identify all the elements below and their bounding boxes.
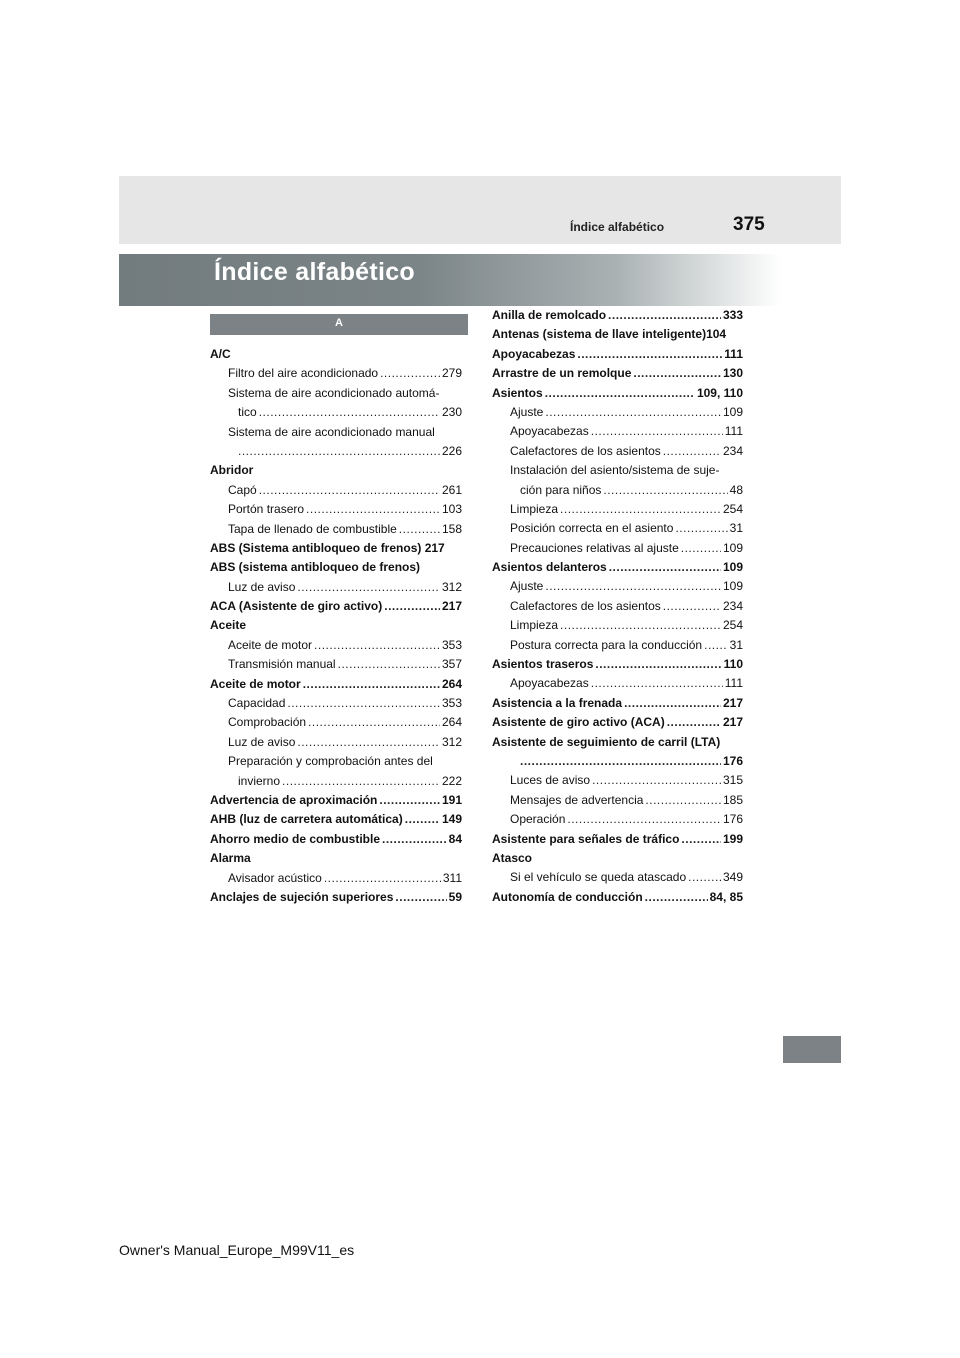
index-column-right xyxy=(492,306,743,907)
index-entry-label: Calefactores de los asientos xyxy=(510,443,661,458)
dot-leader xyxy=(595,655,721,674)
index-entry-page: 103 xyxy=(441,502,462,517)
index-entry-page: 222 xyxy=(441,773,462,788)
index-entry-page: 333 xyxy=(722,308,743,322)
index-entry-page: 130 xyxy=(722,366,743,381)
index-entry-label: Postura correcta para la conducción xyxy=(510,637,703,652)
index-entry-label: ABS (Sistema antibloqueo de frenos) 217 xyxy=(210,540,445,555)
index-entry-page: 84, 85 xyxy=(709,889,743,904)
index-entry-label: Limpieza xyxy=(510,501,559,516)
index-entry xyxy=(492,364,743,383)
index-entry-label: ción para niños xyxy=(520,482,602,497)
index-entry-label: Apoyacabezas xyxy=(510,676,589,691)
index-entry xyxy=(210,810,462,829)
index-entry xyxy=(492,539,743,558)
dot-leader xyxy=(577,345,722,364)
index-entry-page: 217 xyxy=(722,695,743,710)
dot-leader xyxy=(591,422,723,441)
index-entry-label: Ajuste xyxy=(510,579,544,594)
index-entry-label: Asistente de seguimiento de carril (LTA) xyxy=(492,734,721,749)
index-entry xyxy=(492,500,743,519)
section-letter: A xyxy=(335,317,343,329)
page-title: Índice alfabético xyxy=(214,258,415,286)
dot-leader xyxy=(609,558,721,577)
dot-leader xyxy=(314,636,440,655)
dot-leader xyxy=(380,364,440,383)
index-entry-label: Aceite xyxy=(210,618,247,633)
dot-leader xyxy=(306,500,440,519)
index-entry-label: Apoyacabezas xyxy=(492,346,576,361)
dot-leader xyxy=(645,888,708,907)
index-entry-page: 109 xyxy=(722,404,743,419)
index-entry-label: Aceite de motor xyxy=(210,676,301,691)
dot-leader xyxy=(338,655,440,674)
running-header-section-title: Índice alfabético xyxy=(570,220,665,234)
index-entry xyxy=(210,752,462,771)
index-entry-label: Autonomía de conducción xyxy=(492,889,643,904)
dot-leader xyxy=(324,869,441,888)
index-entry xyxy=(492,616,743,635)
index-entry-label: tico xyxy=(238,405,257,420)
dot-leader xyxy=(645,791,721,810)
dot-leader xyxy=(624,694,721,713)
index-entry-page: 48 xyxy=(729,482,743,497)
index-entry xyxy=(492,306,743,325)
dot-leader xyxy=(681,539,721,558)
index-entry-page: 357 xyxy=(441,657,462,672)
index-entry-label: Capó xyxy=(228,482,257,497)
index-entry-page: 84 xyxy=(448,831,462,846)
index-entry-label: Transmisión manual xyxy=(228,657,336,672)
index-entry-label: Asientos xyxy=(492,385,543,400)
index-entry xyxy=(492,830,743,849)
index-entry-label: Apoyacabezas xyxy=(510,424,589,439)
index-entry xyxy=(492,674,743,693)
index-entry-page: 110 xyxy=(723,657,743,672)
index-entry xyxy=(210,713,462,732)
dot-leader xyxy=(545,577,721,596)
dot-leader xyxy=(287,694,440,713)
index-entry-label: Calefactores de los asientos xyxy=(510,598,661,613)
dot-leader xyxy=(303,675,440,694)
index-entry xyxy=(210,442,462,461)
index-entry-label: Precauciones relativas al ajuste xyxy=(510,540,679,555)
index-entry-page: 234 xyxy=(722,598,743,613)
dot-leader xyxy=(681,830,721,849)
index-entry-label: ABS (sistema antibloqueo de frenos) xyxy=(210,560,421,575)
index-entry xyxy=(210,481,462,500)
index-entry-page: 353 xyxy=(441,696,462,711)
index-entry xyxy=(210,830,462,849)
index-entry-page: 109, 110 xyxy=(696,385,743,400)
dot-leader xyxy=(667,713,721,732)
index-entry xyxy=(492,461,743,480)
index-entry-label: Sistema de aire acondicionado automá- xyxy=(228,385,440,400)
index-entry-label: Sistema de aire acondicionado manual xyxy=(228,424,435,439)
index-entry-label: Instalación del asiento/sistema de suje- xyxy=(510,463,720,478)
index-entry xyxy=(492,577,743,596)
index-entry-page: 230 xyxy=(441,405,462,420)
index-entry xyxy=(492,558,743,577)
index-entry xyxy=(210,539,462,558)
index-entry xyxy=(492,849,743,868)
index-entry-label: Portón trasero xyxy=(228,502,305,517)
index-entry-label: invierno xyxy=(238,773,281,788)
dot-leader xyxy=(545,403,721,422)
dot-leader xyxy=(384,597,440,616)
index-entry-label: ACA (Asistente de giro activo) xyxy=(210,599,383,614)
index-entry xyxy=(210,345,462,364)
index-entry xyxy=(492,481,743,500)
dot-leader xyxy=(308,713,440,732)
index-entry-label: Limpieza xyxy=(510,618,559,633)
index-entry-page: 349 xyxy=(722,870,743,885)
index-entry-page: 111 xyxy=(724,676,743,691)
index-entry xyxy=(492,519,743,538)
index-entry xyxy=(210,888,462,907)
dot-leader xyxy=(238,442,440,461)
dot-leader xyxy=(379,791,440,810)
index-entry-page: 353 xyxy=(441,637,462,652)
index-entry xyxy=(492,888,743,907)
dot-leader xyxy=(282,772,440,791)
index-entry-label: Filtro del aire acondicionado xyxy=(228,366,379,381)
index-entry-page: 226 xyxy=(441,443,462,458)
index-entry xyxy=(210,558,462,577)
index-entry xyxy=(210,461,462,480)
dot-leader xyxy=(560,616,721,635)
index-entry xyxy=(492,655,743,674)
index-entry-label: Posición correcta en el asiento xyxy=(510,521,674,536)
dot-leader xyxy=(704,636,728,655)
dot-leader xyxy=(633,364,721,383)
section-letter-band xyxy=(210,314,468,335)
index-entry-page: 199 xyxy=(722,831,743,846)
index-entry-page: 109 xyxy=(722,579,743,594)
index-entry xyxy=(492,694,743,713)
index-entry xyxy=(210,364,462,383)
index-entry xyxy=(210,597,462,616)
index-entry-label: Mensajes de advertencia xyxy=(510,792,644,807)
index-entry-label: Atasco xyxy=(492,850,533,865)
dot-leader xyxy=(405,810,440,829)
index-entry xyxy=(210,578,462,597)
index-entry-page: 217 xyxy=(722,715,743,730)
index-entry-label: Antenas (sistema de llave inteligente)104 xyxy=(492,327,727,342)
index-entry-label: Arrastre de un remolque xyxy=(492,366,632,381)
dot-leader xyxy=(560,500,721,519)
index-entry xyxy=(210,403,462,422)
index-entry-page: 217 xyxy=(441,599,462,614)
index-entry-page: 311 xyxy=(442,870,462,885)
index-entry xyxy=(492,597,743,616)
index-entry-label: Si el vehículo se queda atascado xyxy=(510,870,687,885)
index-entry xyxy=(492,868,743,887)
index-entry-label: Ajuste xyxy=(510,404,544,419)
index-entry-page: 111 xyxy=(724,346,743,361)
dot-leader xyxy=(259,403,440,422)
index-entry-label: Asistencia a la frenada xyxy=(492,695,623,710)
index-entry-label: Operación xyxy=(510,812,566,827)
index-entry-label: AHB (luz de carretera automática) xyxy=(210,812,403,827)
index-entry xyxy=(210,655,462,674)
index-entry xyxy=(210,694,462,713)
index-entry xyxy=(492,384,743,403)
index-entry xyxy=(210,500,462,519)
index-entry-label: Comprobación xyxy=(228,715,307,730)
index-entry-label: Advertencia de aproximación xyxy=(210,792,378,807)
index-entry-page: 31 xyxy=(729,521,743,536)
index-entry-label: Luces de aviso xyxy=(510,773,591,788)
index-entry-page: 191 xyxy=(441,792,462,807)
dot-leader xyxy=(399,520,440,539)
index-entry-label: Asientos traseros xyxy=(492,657,594,672)
index-entry-page: 315 xyxy=(722,773,743,788)
index-entry-page: 158 xyxy=(441,521,462,536)
index-entry xyxy=(210,772,462,791)
index-entry xyxy=(210,636,462,655)
index-entry-label: A/C xyxy=(210,347,231,361)
index-entry-label: Tapa de llenado de combustible xyxy=(228,521,397,536)
dot-leader xyxy=(603,481,727,500)
page-number: 375 xyxy=(733,214,765,235)
index-entry xyxy=(210,616,462,635)
index-entry-page: 264 xyxy=(441,676,462,691)
index-entry-page: 261 xyxy=(441,482,462,497)
index-entry-label: Avisador acústico xyxy=(228,870,322,885)
dot-leader xyxy=(259,481,440,500)
index-entry xyxy=(210,791,462,810)
dot-leader xyxy=(297,578,440,597)
index-entry xyxy=(492,752,743,771)
index-entry xyxy=(210,423,462,442)
index-entry-page: 254 xyxy=(722,501,743,516)
index-entry-page: 59 xyxy=(448,889,462,904)
dot-leader xyxy=(688,868,721,887)
dot-leader xyxy=(592,771,721,790)
index-entry-page: 185 xyxy=(722,792,743,807)
index-entry xyxy=(492,345,743,364)
index-entry xyxy=(492,636,743,655)
index-entry xyxy=(492,810,743,829)
index-entry-label: Luz de aviso xyxy=(228,579,296,594)
index-entry-label: Asistente de giro activo (ACA) xyxy=(492,715,665,730)
dot-leader xyxy=(395,888,446,907)
index-column-left xyxy=(210,345,462,907)
dot-leader xyxy=(663,597,721,616)
index-entry-label: Anclajes de sujeción superiores xyxy=(210,889,394,904)
index-entry-page: 264 xyxy=(441,715,462,730)
index-entry-label: Ahorro medio de combustible xyxy=(210,831,381,846)
dot-leader xyxy=(663,442,721,461)
index-entry xyxy=(210,384,462,403)
footer-text: Owner's Manual_Europe_M99V11_es xyxy=(119,1242,355,1258)
index-entry-page: 31 xyxy=(729,637,743,652)
index-entry xyxy=(210,869,462,888)
index-entry-page: 254 xyxy=(722,618,743,633)
index-entry xyxy=(492,422,743,441)
index-entry-label: Aceite de motor xyxy=(228,637,313,652)
index-entry xyxy=(210,520,462,539)
index-entry-label: Preparación y comprobación antes del xyxy=(228,754,433,769)
index-entry-page: 234 xyxy=(722,443,743,458)
index-entry-label: Abridor xyxy=(210,463,254,478)
index-entry xyxy=(210,733,462,752)
index-entry xyxy=(492,442,743,461)
index-entry-label: Luz de aviso xyxy=(228,734,296,749)
dot-leader xyxy=(591,674,723,693)
index-entry xyxy=(492,791,743,810)
index-entry-label: Asistente para señales de tráfico xyxy=(492,831,680,846)
chapter-side-tab xyxy=(783,1036,841,1063)
dot-leader xyxy=(545,384,695,403)
index-entry xyxy=(492,771,743,790)
index-entry-label: Asientos delanteros xyxy=(492,560,607,575)
index-entry xyxy=(492,403,743,422)
index-entry-page: 312 xyxy=(441,734,462,749)
index-entry xyxy=(492,733,743,752)
dot-leader xyxy=(567,810,721,829)
index-entry-page: 111 xyxy=(724,424,743,439)
index-entry-page: 109 xyxy=(722,560,743,575)
index-entry-page: 279 xyxy=(441,366,462,381)
index-entry-page: 176 xyxy=(722,753,743,768)
index-entry-label: Anilla de remolcado xyxy=(492,308,607,322)
index-entry-page: 149 xyxy=(441,812,462,827)
dot-leader xyxy=(382,830,447,849)
dot-leader xyxy=(608,306,721,325)
index-entry-label: Capacidad xyxy=(228,696,286,711)
index-entry-page: 176 xyxy=(722,812,743,827)
index-entry-page: 312 xyxy=(441,579,462,594)
index-entry-label: Alarma xyxy=(210,851,251,866)
index-entry xyxy=(492,325,743,344)
index-entry xyxy=(210,675,462,694)
dot-leader xyxy=(675,519,727,538)
dot-leader xyxy=(520,752,721,771)
dot-leader xyxy=(297,733,440,752)
index-entry xyxy=(210,849,462,868)
index-entry xyxy=(492,713,743,732)
index-entry-page: 109 xyxy=(722,540,743,555)
